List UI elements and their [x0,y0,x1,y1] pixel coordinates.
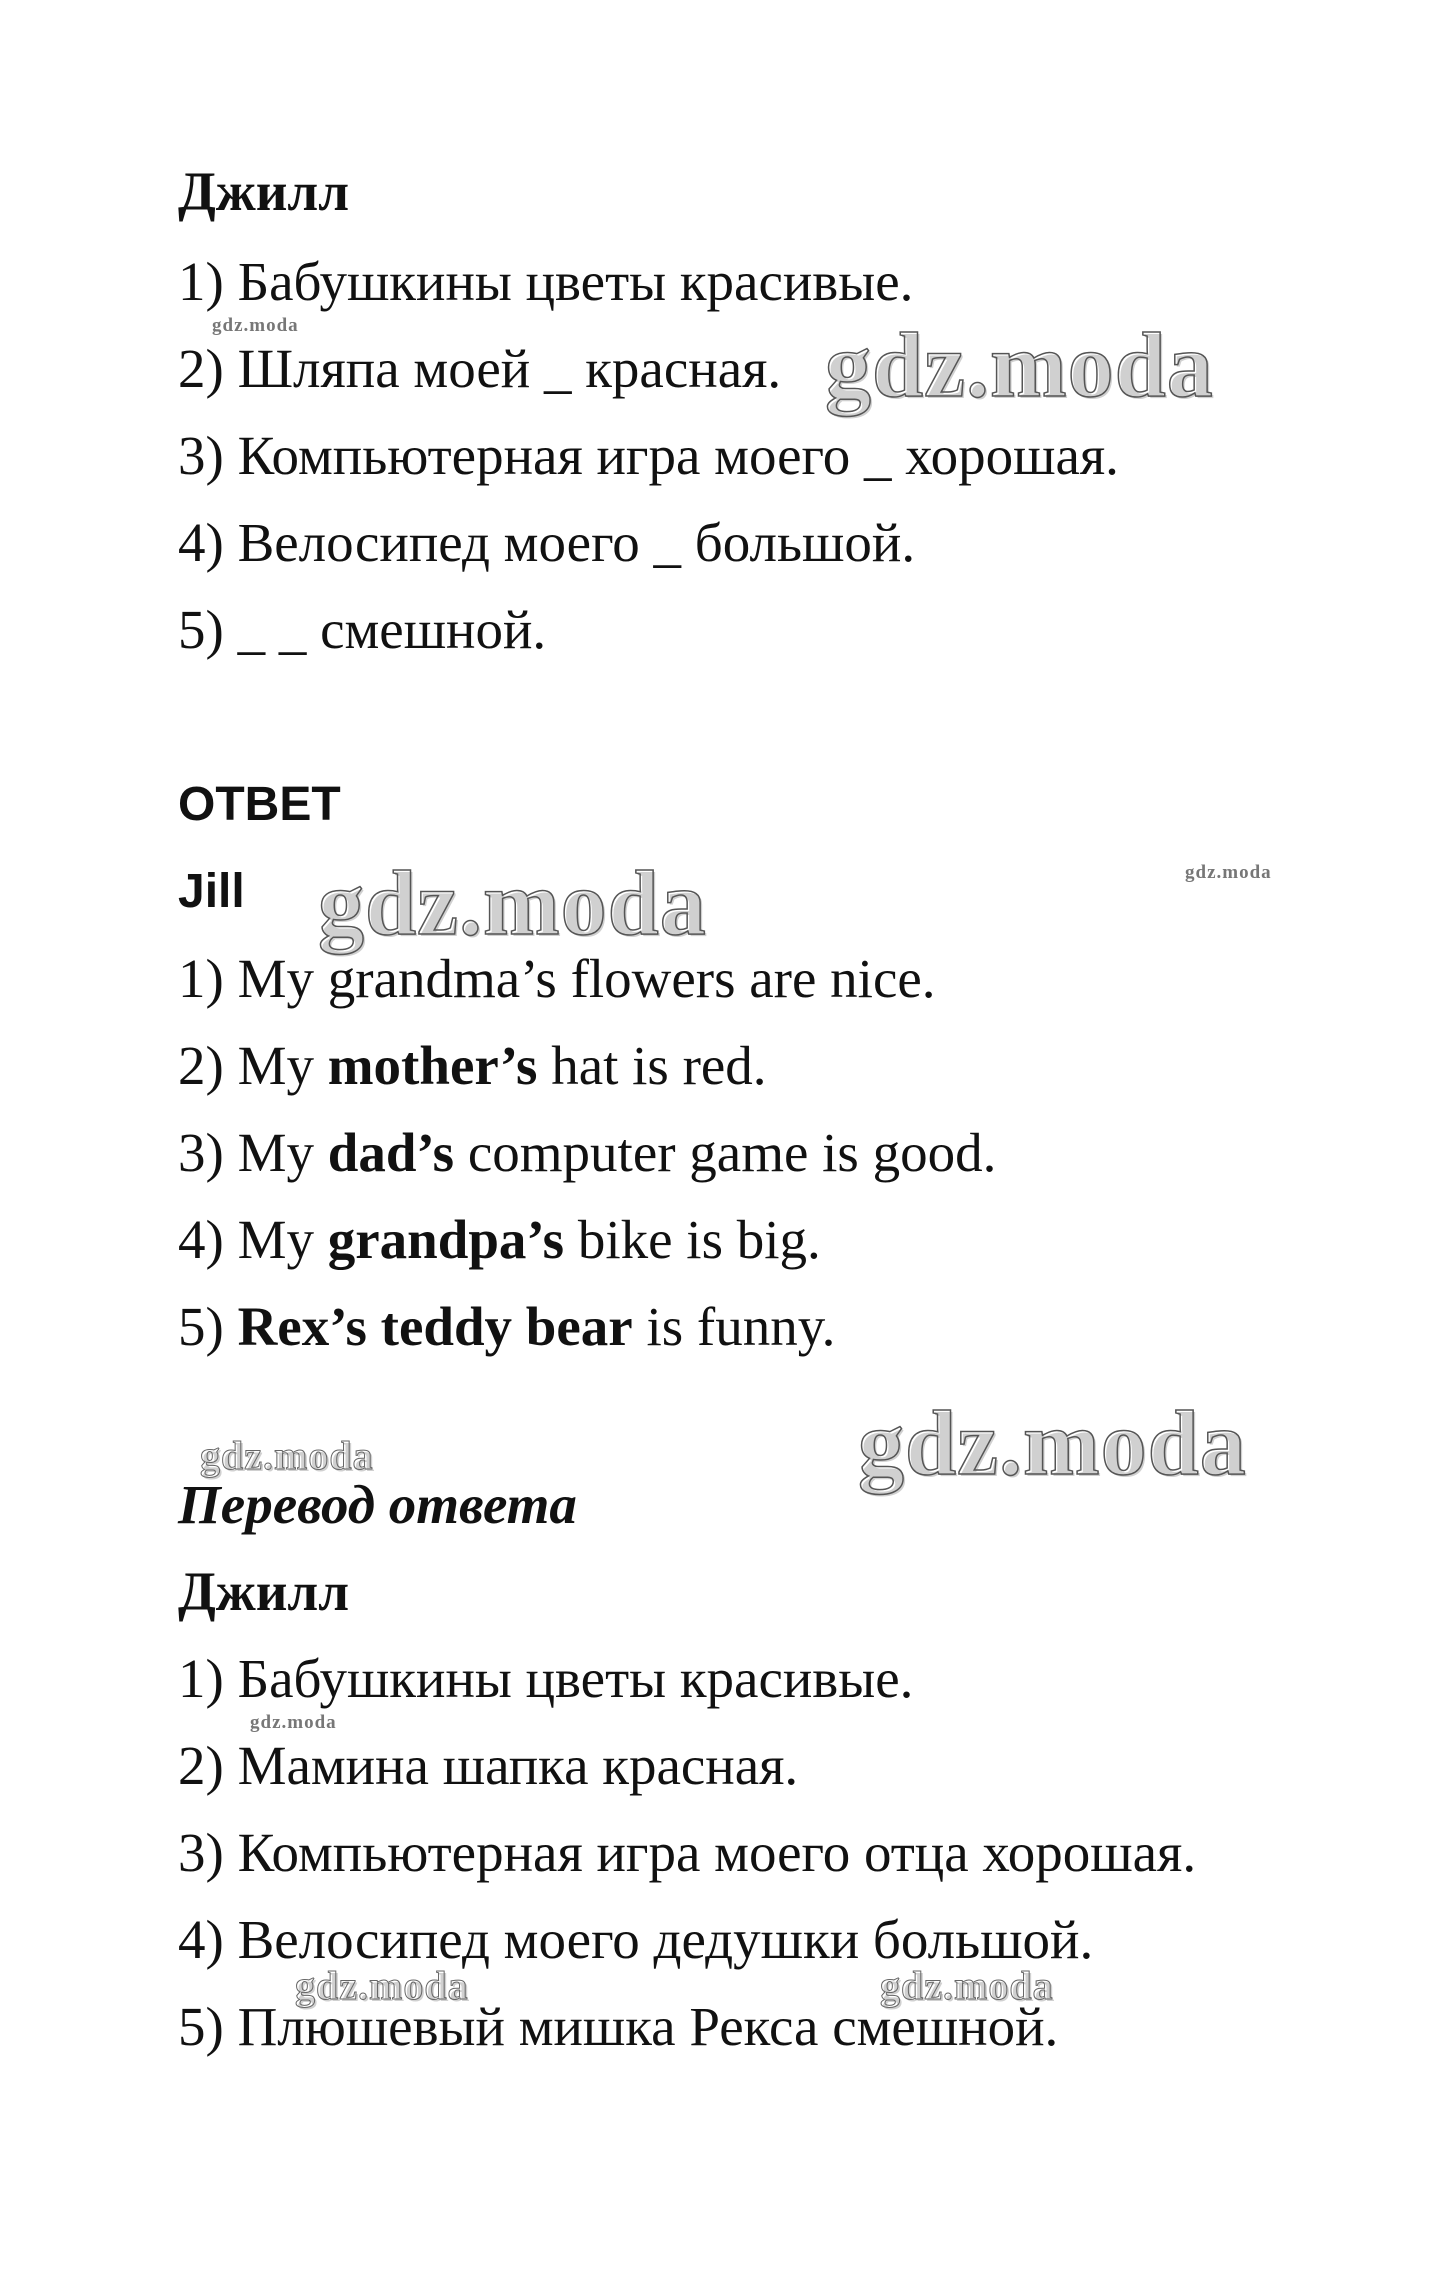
answer-item-4-text: 4) My [178,1209,328,1270]
translation-item-3: 3) Компьютерная игра моего отца хорошая. [178,1822,1197,1883]
answer-item-2-rest: hat is red. [537,1035,767,1096]
answer-item-3 [178,1121,996,1185]
translation-title: Перевод ответа [178,1474,577,1535]
answer-item-2-text: 2) My [178,1035,328,1096]
task-item-2: 2) Шляпа моей _ красная. [178,338,782,399]
watermark: gdz.moda [295,1963,469,2008]
translation-item-1: 1) Бабушкины цветы красивые. [178,1648,914,1709]
watermark: gdz.moda [318,852,707,954]
watermark: gdz.moda [250,1712,337,1733]
answer-item-3-text: 3) My [178,1122,328,1183]
answer-item-4-bold: grandpa’s [327,1209,565,1270]
watermark: gdz.moda [212,315,299,336]
translation-item-5: 5) Плюшевый мишка Рекса смешной. [178,1996,1059,2057]
task-heading: Джилл [178,161,350,222]
answer-item-5 [178,1295,835,1359]
answer-item-3-bold: dad’s [327,1122,455,1183]
answer-item-5-rest: is funny. [632,1296,836,1357]
answer-item-3-rest: computer game is good. [454,1122,997,1183]
translation-item-4: 4) Велосипед моего дедушки большой. [178,1909,1094,1970]
task-item-3: 3) Компьютерная игра моего _ хорошая. [178,425,1119,486]
watermark: gdz.moda [200,1433,374,1478]
answer-item-2-bold: mother’s [327,1035,538,1096]
watermark: gdz.moda [825,314,1214,416]
answer-item-2 [178,1034,767,1098]
answer-item-4-rest: bike is big. [564,1209,821,1270]
task-item-5: 5) _ _ смешной. [178,599,547,660]
watermark: gdz.moda [880,1963,1054,2008]
translation-item-2: 2) Мамина шапка красная. [178,1735,799,1796]
answer-item-4 [178,1208,821,1272]
task-item-4: 4) Велосипед моего _ большой. [178,512,916,573]
answer-label: ОТВЕТ [178,778,341,831]
answer-item-1-text: 1) My grandma’s flowers are nice. [178,948,936,1009]
watermark: gdz.moda [858,1392,1247,1494]
watermark: gdz.moda [1185,862,1272,883]
task-item-1: 1) Бабушкины цветы красивые. [178,251,914,312]
answer-heading: Jill [178,865,245,918]
translation-heading: Джилл [178,1561,350,1622]
answer-item-1 [178,947,936,1011]
answer-item-5-text: 5) [178,1296,238,1357]
answer-item-5-bold: Rex’s teddy bear [237,1296,633,1357]
